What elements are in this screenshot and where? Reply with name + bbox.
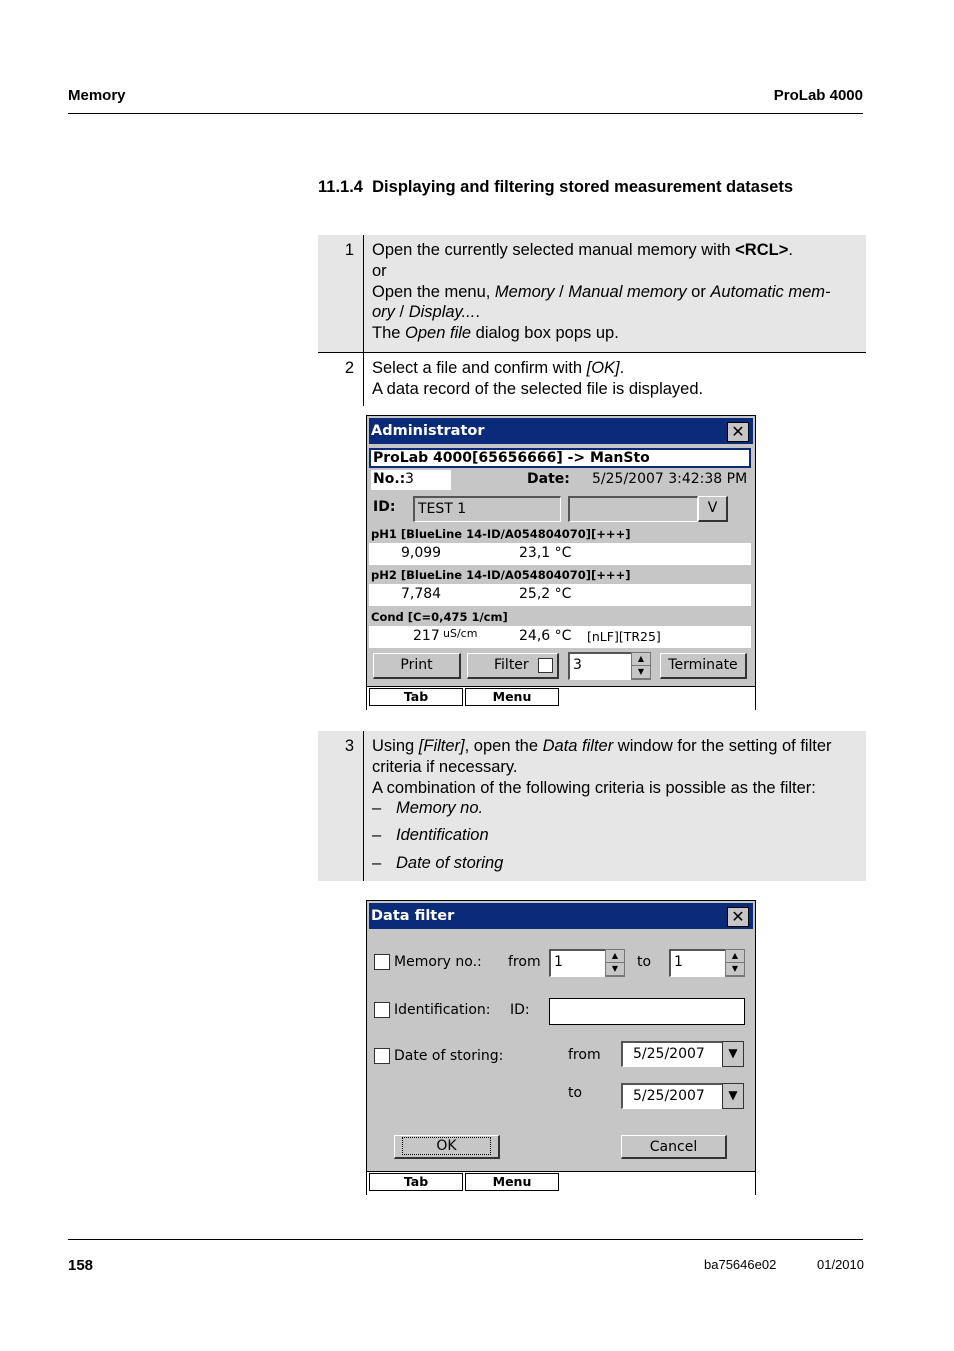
- text: Select a file and confirm with: [372, 359, 587, 377]
- key-name: <RCL>: [735, 241, 789, 259]
- menu-term: Manual memory: [568, 282, 687, 301]
- text: /: [394, 303, 409, 322]
- document-id: ba75646e02: [704, 1257, 777, 1272]
- step-text: [372, 358, 858, 400]
- memory-no-to-input[interactable]: 1: [669, 949, 727, 977]
- identification-checkbox[interactable]: [374, 1002, 390, 1018]
- ok-button-label: OK: [402, 1137, 490, 1155]
- list-item: [372, 853, 858, 874]
- menu-term: Automatic mem-: [710, 282, 831, 301]
- date-value: 5/25/2007 3:42:38 PM: [592, 471, 748, 487]
- filter-checkbox[interactable]: [538, 658, 553, 673]
- memory-no-from-label: from: [508, 954, 541, 970]
- filter-button[interactable]: [467, 653, 559, 679]
- id-dropdown-button[interactable]: V: [698, 496, 728, 522]
- no-value: 3: [405, 471, 414, 487]
- memory-no-checkbox[interactable]: [374, 954, 390, 970]
- criterion: Date of storing: [396, 854, 504, 873]
- spin-down-icon[interactable]: ▼: [726, 963, 744, 976]
- cond-unit: uS/cm: [443, 627, 478, 640]
- taskbar: [367, 686, 755, 710]
- memory-no-from-spinner[interactable]: [605, 949, 625, 977]
- menu-term: Display...: [408, 303, 476, 322]
- step-2: [318, 353, 866, 406]
- text: Open the currently selected manual memory with: [372, 241, 736, 259]
- id-label: ID:: [373, 499, 396, 515]
- window-name: Data filter: [542, 737, 614, 755]
- text: .: [475, 303, 480, 322]
- button-name: [OK]: [586, 359, 620, 377]
- text: or: [372, 261, 387, 280]
- step-divider: [363, 235, 364, 352]
- date-label: Date:: [527, 471, 570, 487]
- spin-up-icon[interactable]: ▲: [606, 950, 624, 963]
- text: criteria if necessary.: [372, 757, 518, 776]
- text: , open the: [464, 737, 543, 755]
- text: Using: [372, 737, 419, 755]
- window-titlebar: [369, 418, 753, 444]
- menu-term: Memory: [494, 282, 555, 301]
- memory-number-spinner[interactable]: [631, 652, 651, 680]
- dash: –: [372, 826, 382, 845]
- header-product-name: ProLab 4000: [773, 87, 863, 104]
- memory-no-label: Memory no.:: [394, 954, 482, 970]
- close-button[interactable]: ✕: [727, 422, 749, 442]
- ph2-temperature: 25,2 °C: [519, 586, 572, 602]
- administrator-window: [366, 415, 756, 710]
- no-label: No.:: [373, 471, 406, 487]
- cond-temperature: 24,6 °C: [519, 628, 572, 644]
- header-section-name: Memory: [68, 87, 126, 104]
- memory-no-to-label: to: [637, 954, 652, 970]
- ph2-value: 7,784: [401, 586, 442, 602]
- tab-button[interactable]: Tab: [369, 1173, 463, 1191]
- cond-sensor-header: Cond [C=0,475 1/cm]: [371, 610, 508, 624]
- window-titlebar: [369, 903, 753, 929]
- cond-value: 217: [413, 628, 440, 644]
- criterion: Memory no.: [396, 799, 484, 818]
- footer-rule: [68, 1239, 863, 1240]
- menu-term: ory: [372, 303, 395, 322]
- taskbar: [367, 1171, 755, 1195]
- id-field[interactable]: TEST 1: [413, 496, 561, 522]
- date-to-input[interactable]: 5/25/2007: [621, 1083, 723, 1109]
- step-1: [318, 235, 866, 352]
- device-line: ProLab 4000[65656666] -> ManSto: [369, 448, 751, 468]
- date-of-storing-checkbox[interactable]: [374, 1048, 390, 1064]
- text: A data record of the selected file is displayed.: [372, 379, 704, 398]
- identification-label: Identification:: [394, 1002, 491, 1018]
- list-item: [372, 825, 858, 853]
- window-title: Data filter: [371, 908, 455, 924]
- chevron-down-icon[interactable]: ▼: [722, 1083, 744, 1109]
- section-title: Displaying and filtering stored measurement datasets: [372, 178, 794, 196]
- data-filter-window: [366, 900, 756, 1195]
- text: dialog box pops up.: [471, 324, 619, 343]
- memory-number-spin[interactable]: 3: [568, 652, 634, 680]
- step-divider: [363, 353, 364, 406]
- section-heading: [318, 178, 793, 197]
- text: A combination of the following criteria is possible as the filter:: [372, 778, 816, 797]
- close-button[interactable]: ✕: [727, 907, 749, 927]
- tab-button[interactable]: Tab: [369, 688, 463, 706]
- document-date: 01/2010: [817, 1257, 864, 1272]
- criterion: Identification: [396, 826, 489, 845]
- ph1-value: 9,099: [401, 545, 442, 561]
- menu-button[interactable]: Menu: [465, 1173, 559, 1191]
- spin-up-icon[interactable]: ▲: [726, 950, 744, 963]
- text: .: [788, 241, 793, 259]
- step-number: 1: [344, 241, 354, 259]
- id-select[interactable]: [568, 496, 698, 522]
- date-from-input[interactable]: 5/25/2007: [621, 1041, 723, 1067]
- memory-no-to-spinner[interactable]: [725, 949, 745, 977]
- list-item: [372, 798, 858, 825]
- id-label: ID:: [510, 1002, 530, 1018]
- ph2-sensor-header: pH2 [BlueLine 14-ID/A054804070][+++]: [371, 568, 631, 582]
- ok-button[interactable]: [394, 1135, 500, 1159]
- step-3: [318, 731, 866, 881]
- ph1-temperature: 23,1 °C: [519, 545, 572, 561]
- cancel-button[interactable]: Cancel: [621, 1135, 727, 1159]
- memory-no-from-input[interactable]: 1: [549, 949, 607, 977]
- date-from-label: from: [568, 1047, 601, 1063]
- text: window for the setting of filter: [613, 737, 832, 755]
- header-rule: [68, 113, 863, 114]
- print-button[interactable]: Print: [373, 653, 461, 679]
- text: or: [686, 282, 711, 301]
- step-number: 2: [344, 359, 354, 377]
- ph1-sensor-header: pH1 [BlueLine 14-ID/A054804070][+++]: [371, 527, 631, 541]
- step-divider: [363, 731, 364, 881]
- dialog-name: Open file: [405, 324, 472, 343]
- terminate-button[interactable]: Terminate: [660, 653, 747, 679]
- dash: –: [372, 799, 382, 818]
- filter-button-label: Filter: [494, 657, 529, 673]
- step-text: [372, 736, 858, 874]
- chevron-down-icon[interactable]: ▼: [722, 1041, 744, 1067]
- date-to-label: to: [568, 1085, 583, 1101]
- spin-down-icon[interactable]: ▼: [632, 666, 650, 679]
- text: Open the menu,: [372, 282, 495, 301]
- text: /: [554, 282, 569, 301]
- text: .: [619, 359, 625, 377]
- menu-button[interactable]: Menu: [465, 688, 559, 706]
- text: The: [372, 324, 406, 343]
- step-text: [372, 240, 858, 344]
- date-of-storing-label: Date of storing:: [394, 1048, 504, 1064]
- spin-up-icon[interactable]: ▲: [632, 653, 650, 666]
- cond-flags: [nLF][TR25]: [587, 629, 661, 644]
- window-title: Administrator: [371, 423, 485, 439]
- button-name: [Filter]: [418, 737, 465, 755]
- page-number: 158: [68, 1257, 94, 1274]
- id-input[interactable]: [549, 998, 745, 1025]
- spin-down-icon[interactable]: ▼: [606, 963, 624, 976]
- dash: –: [372, 854, 382, 873]
- section-number: 11.1.4: [318, 178, 363, 196]
- step-number: 3: [344, 737, 354, 755]
